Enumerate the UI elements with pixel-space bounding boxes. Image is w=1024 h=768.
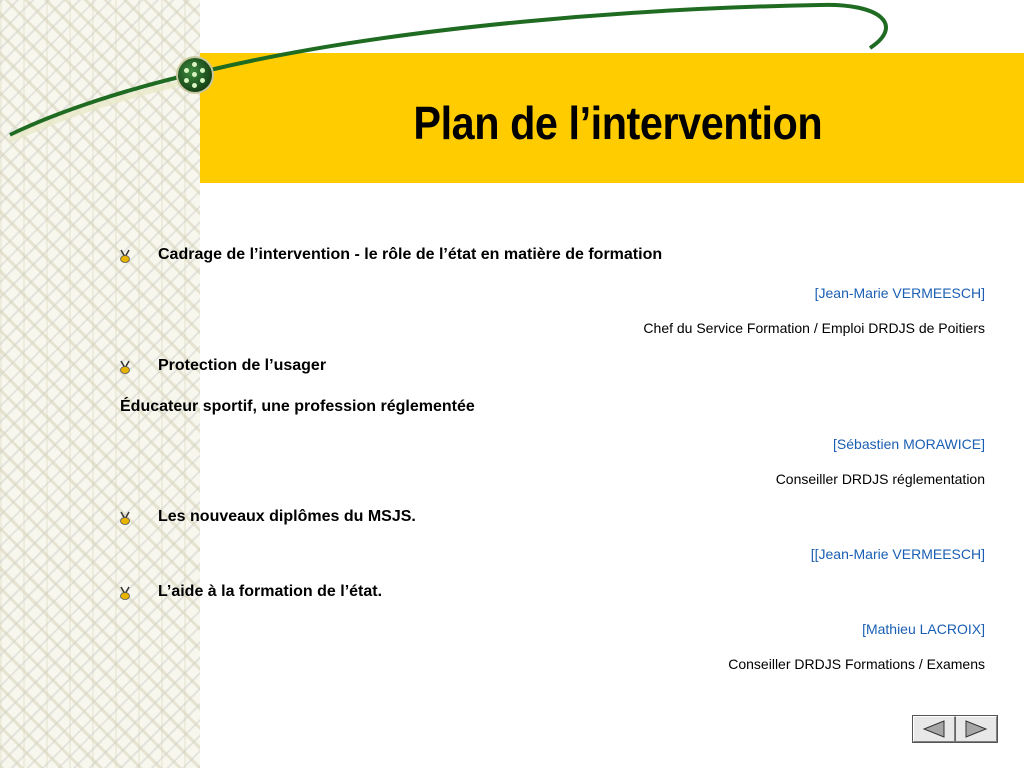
agenda-subitem: Éducateur sportif, une profession réglementée <box>120 398 475 415</box>
speaker-name: [Mathieu LACROIX] <box>862 621 985 637</box>
triangle-right-icon <box>964 720 988 738</box>
speaker-role: Conseiller DRDJS réglementation <box>775 471 985 487</box>
bullet-icon <box>117 248 133 264</box>
speaker-name: [[Jean-Marie VERMEESCH] <box>810 546 985 562</box>
speaker-role: Chef du Service Formation / Emploi DRDJS de Poitiers <box>643 320 985 336</box>
triangle-left-icon <box>922 720 946 738</box>
agenda-item-protection: Protection de l’usager <box>158 357 327 374</box>
speaker-role: Conseiller DRDJS Formations / Examens <box>728 656 985 672</box>
bullet-icon <box>117 510 133 526</box>
bullet-icon <box>117 359 133 375</box>
previous-slide-button[interactable] <box>913 716 955 742</box>
next-slide-button[interactable] <box>955 716 997 742</box>
agenda-item-aide-formation: L’aide à la formation de l’état. <box>158 583 383 600</box>
speaker-name: [Sébastien MORAWICE] <box>833 436 985 452</box>
bullet-icon <box>117 585 133 601</box>
slide-title: Plan de l’intervention <box>413 97 823 149</box>
slide-navigation <box>912 715 998 743</box>
agenda-item-cadrage: Cadrage de l’intervention - le rôle de l’état en matière de formation <box>158 246 663 263</box>
speaker-name: [Jean-Marie VERMEESCH] <box>814 285 985 301</box>
agenda-item-diplomes: Les nouveaux diplômes du MSJS. <box>158 508 416 525</box>
